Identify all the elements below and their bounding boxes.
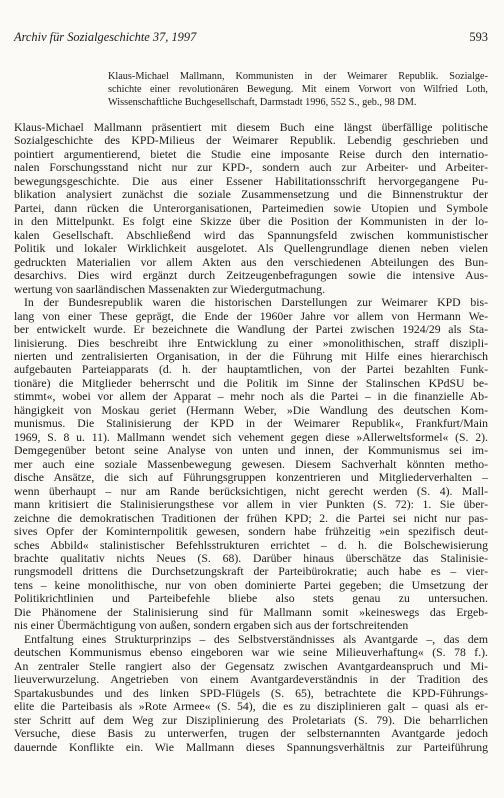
body-text-line: lang von einer These geprägt, die Ende der 1960er Jahre vor allem von Hermann We- [14, 309, 488, 323]
body-text-line: wertung von saarländischen Massenakten zur Wiedergutmachung. [14, 282, 326, 296]
body-text-line: aufgebauten Parteiapparats (d. h. der hauptamtlichen, von der Partei bezahlten Funk- [14, 363, 488, 377]
body-text-line: brachte qualitativ nichts Neues (S. 68). Darüber hinaus überschätze das Stalinisie- [14, 552, 488, 565]
body-text-line: desarchivs. Dies wird ergänzt durch Zeitzeugenbefragungen sowie die intensive Aus- [14, 269, 488, 283]
body-text-line: elite die Parteibasis als »Rote Armee« (S. 54), die es zu disziplinieren galt – quasi als er- [14, 700, 488, 714]
body-text-line: blikation analysiert zunächst die soziale Zusammensetzung und die Binnenstruktur der [14, 188, 488, 202]
body-text-line: Versuche, diese Basis zu unterwerfen, trugen der selbsternannten Avantgarde jedoch [14, 727, 488, 741]
body-text-line: Spartakusbundes und des linken SPD-Flügels (S. 65), betrachtete die KPD-Führungs- [14, 686, 488, 700]
body-text-line: nis einer Übermächtigung von außen, sondern ergaben sich aus der fortschreitenden [14, 619, 409, 633]
body-text-line: mann kritisiert die Stalinisierungsthese vor allem in vier Punkten (S. 72): 1. Sie über- [14, 498, 488, 512]
body-text-line: pointiert argumentierend, bietet die Studie eine imposante Reise durch den internatio- [14, 147, 488, 161]
citation-line: Wissenschaftliche Buchgesellschaft, Darmstadt 1996, 552 S., geb., 98 DM. [108, 97, 417, 109]
body-text-line: linisierung. Dies beschreibt ihre Entwicklung zu einer »monolithischen, straff diszipli- [14, 336, 488, 350]
body-text-line: Sozialgeschichte des KPD-Milieus der Weimarer Republik. Lebendig geschrieben und [14, 134, 488, 148]
body-text-line: nierten und zentralisierten Organisation, in der die Führung mit Hilfe eines hierarchisch [14, 349, 488, 363]
page-number: 593 [469, 30, 488, 44]
body-text-line: Klaus-Michael Mallmann präsentiert mit diesem Buch eine längst überfällige politische [14, 121, 488, 134]
body-text-line: rungsmodell drittens die Durchsetzungskraft der Parteibürokratie; auch habe es – vier- [14, 565, 488, 579]
body-text-line: munismus. Die Stalinisierung der KPD in der Weimarer Republik«, Frankfurt/Main [14, 417, 488, 431]
body-text-line: 1969, S. 8 u. 11). Mallmann wendet sich vehement gegen diese »Allerweltsformel« (S. 2). [14, 430, 488, 444]
body-text-line: gedruckten Materialien vor allem Akten aus den verschiedenen Abteilungen des Bun- [14, 255, 488, 269]
body-text-line: tens – keine monolithische, nur von oben dominierte Partei gegeben; die Umsetzung der [14, 578, 488, 592]
citation-line: schichte einer revolutionären Bewegung. Mit einem Vorwort von Wilfried Loth, [108, 84, 488, 96]
journal-title: Archiv für Sozialgeschichte 37, 1997 [14, 30, 197, 44]
body-text-line: mer auch eine soziale Massenbewegung gewesen. Diesem Sachverhalt könnten metho- [14, 457, 488, 471]
body-text-line: lieuverwurzelung. Angetrieben von einem Avantgardeverständnis in der Tradition des [14, 673, 488, 687]
body-text-line: Partei, dann rücken die Unterorganisationen, Parteimedien sowie Utopien und Symbole [14, 201, 488, 215]
body-text-line: in den Mittelpunkt. Es folgt eine Skizze über die Position der Kommunisten in der lo- [14, 215, 488, 229]
body-text-line: nalen Forschungsstand nicht nur zur KPD-, sondern auch zur Arbeiter- und Arbeiter- [14, 161, 488, 175]
body-text-line: Die Phänomene der Stalinisierung sind für Mallmann somit »keineswegs das Ergeb- [14, 605, 488, 619]
body-text-line: bewegungsgeschichte. Die aus einer Essener Habilitationsschrift hervorgegangene Pu- [14, 174, 488, 188]
body-text-line: wenn überhaupt – nur am Rande berücksichtigen, nicht gerecht werden (S. 4). Mall- [14, 484, 488, 498]
citation-line: Klaus-Michael Mallmann, Kommunisten in der Weimarer Republik. Sozialge- [108, 71, 488, 82]
body-text-line: In der Bundesrepublik waren die historischen Darstellungen zur Weimarer KPD bis- [24, 296, 488, 310]
book-citation [108, 70, 488, 110]
body-text-line: dauernde Konflikte ein. Wie Mallmann dieses Spannungsverhältnis zur Parteiführung [14, 740, 488, 754]
body-text-line: sives Opfer der Kominternpolitik gewesen, sondern habe frühzeitig »ein spezifisch deut- [14, 525, 488, 539]
body-text-line: sches Abbild« stalinistischer Befehlsstrukturen errichtet – d. h. die Bolschewisierung [14, 538, 488, 552]
body-text-line: zeichne die demokratischen Traditionen der frühen KPD; 2. die Partei sei nicht nur pas- [14, 511, 488, 525]
running-header [14, 30, 488, 44]
body-text-line: An zentraler Stelle rangiert also der Gegensatz zwischen Avantgardeanspruch und Mi- [14, 659, 488, 673]
body-text-line: Politik und lokaler Wirklichkeit ausgelotet. Als Quellengrundlage dienen neben vielen [14, 242, 488, 256]
body-text-line: dische Ansätze, die sich auf Führungsgruppen konzentrieren und Mitgliederverhalten – [14, 471, 488, 485]
body-text-line: Entfaltung eines Strukturprinzips – des Selbstverständnisses als Avantgarde –, das dem [24, 632, 488, 646]
body-text-line: tionäre) die Mitglieder beherrscht und die Politik im Sinne der Stalinschen KPdSU be- [14, 376, 488, 390]
body-text-line: kalen Gesellschaft. Abschließend wird das Spannungsfeld zwischen kommunistischer [14, 228, 488, 242]
body-text-line: stimmt«, wobei vor allem der Apparat – mehr noch als die Partei – in die finanzielle Ab- [14, 390, 488, 404]
review-body [14, 121, 488, 754]
body-text-line: hängigkeit von Moskau geriet (Hermann Weber, »Die Wandlung des deutschen Kom- [14, 403, 488, 417]
body-text-line: Politikrichtlinien und Parteibefehle bliebe also stets genau zu untersuchen. [14, 592, 488, 606]
body-text-line: Demgegenüber betont seine Analyse von unten und innen, der Kommunismus sei im- [14, 444, 488, 458]
body-text-line: deutschen Kommunismus ebenso eingeboren war wie seine Milieuverhaftung« (S. 78 f.). [14, 646, 488, 660]
body-text-line: ster Schritt auf dem Weg zur Disziplinierung des Proletariats (S. 79). Die beharrlichen [14, 713, 488, 727]
body-text-line: ber entwickelt wurde. Er bezeichnete die Wandlung der Partei zwischen 1924/29 als Sta- [14, 323, 488, 337]
